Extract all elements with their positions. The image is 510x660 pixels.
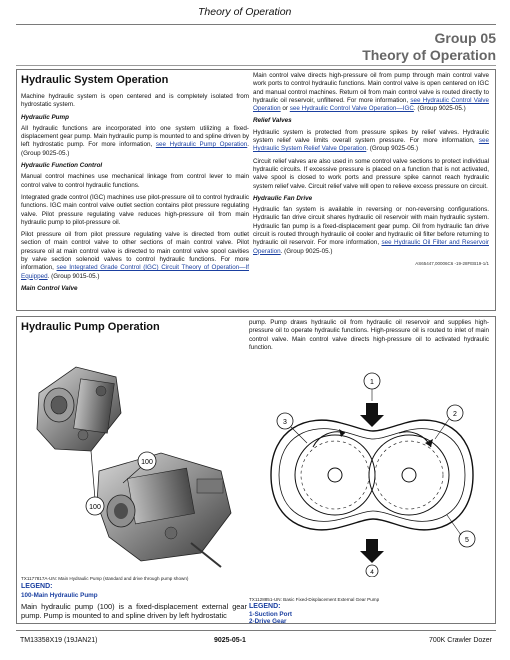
left-gear: [295, 435, 375, 515]
lower-pump-drawing: [97, 453, 231, 567]
upper-pump-drawing: [37, 367, 121, 451]
fan-paragraph: Hydraulic fan system is available in reversing or non-reversing configurations. Hydraulic fan drive circuit shares hydraulic oil reservoir with main hydraulic system. Hydraulic fan pump is a fixed-displacement gear pump. Oil from hydraulic fan drive circuit is routed through hydraulic oil cooler and hydraulic oil filter before returning to hydraulic oil reservoir. For more information, see Hydraulic Oil Filter and Reservoir Operation. (Group 9025-05.): [253, 206, 489, 255]
pump-top-paragraph: pump. Pump draws hydraulic oil from hydraulic oil reservoir and supplies high-pressure oil to operate hydraulic functions. High-pressure oil is routed to inlet of main control valve. Main control valve directs high-pressure oil to activated hydraulic function.: [249, 319, 489, 351]
callout-label: 4: [370, 569, 374, 576]
link-hydraulic-pump-operation[interactable]: see Hydraulic Pump Operation: [155, 141, 248, 149]
callout-label: 100: [141, 459, 153, 466]
subheading-main-control-valve: Main Control Valve: [21, 284, 78, 292]
footer-page-number: 9025-05-1: [214, 637, 246, 644]
group-number: Group 05: [434, 30, 496, 46]
footer-manual-id: TM13358X19 (19JAN21): [20, 637, 98, 644]
subheading-hydraulic-pump: Hydraulic Pump: [21, 113, 69, 121]
figure2-legend-title: LEGEND:: [249, 603, 281, 610]
group-heading: [362, 30, 496, 64]
function-paragraph-3: Pilot pressure oil from pilot pressure regulating valve is directed from outlet section of main control valve to other sections of main control valve. Pilot pressure oil at main control valve is directed to main control valve spool cavities by valve section solenoid valves to control hydraulic functions. For more information, see Integrated Grade Control (IGC) Circuit Theory of Operation—If Equipped. (Group 9015-05.): [21, 231, 250, 280]
figure2-caption: TX1128851-UN: Basic Fixed-Displacement External Gear Pump: [249, 597, 380, 602]
link-oil-filter-reservoir-operation[interactable]: see Hydraulic Oil Filter and Reservoir Operation: [253, 239, 489, 255]
relief-paragraph-1: Hydraulic system is protected from pressure spikes by relief valves. Hydraulic system relief valve limits overall system pressure. For more information, see Hydraulic System Relief Valve Operation. (Group 9025-05.): [253, 128, 490, 153]
link-hydraulic-control-valve-operation-igc[interactable]: see Hydraulic Control Valve Operation—IGC: [289, 105, 414, 113]
legend-item-suction-port: 1-Suction Port: [249, 611, 293, 618]
pump-paragraph: All hydraulic functions are incorporated into one system utilizing a fixed-displacement gear pump. Main hydraulic pump is mounted to and spline driven by left hydrostatic pump. For more information, see Hydraulic Pump Operation. (Group 9025-05.): [21, 124, 250, 157]
figure1-caption: TX1177817A-UN: Main Hydraulic Pump (standard and drive through pump shown): [21, 576, 189, 581]
footer-machine-model: 700K Crawler Dozer: [428, 637, 492, 644]
callout-1: [364, 373, 380, 401]
group-title: Theory of Operation: [362, 47, 496, 63]
mcv-paragraph: Main control valve directs high-pressure oil from pump through main control valve work ports to control hydraulic functions. Main control valve is open centered on IGC and manual control machines. Return oil from main control valve is routed directly to hydraulic oil reservoir, unfiltered. For more information, see Hydraulic Control Valve Operation or see Hydraulic Control Valve Operation—IGC. (Group 9025-05.): [253, 72, 490, 113]
callout-label: 2: [453, 411, 457, 418]
running-title: Theory of Operation: [198, 6, 292, 18]
subheading-relief-valves: Relief Valves: [253, 117, 292, 125]
legend-item-drive-gear: 2-Drive Gear: [249, 618, 287, 625]
section2-title-block: [21, 321, 241, 340]
link-hydraulic-control-valve-operation[interactable]: see Hydraulic Control Valve Operation: [253, 96, 490, 113]
intro-paragraph: Machine hydraulic system is open centered and is completely isolated from hydrostatic system.: [21, 93, 249, 109]
callout-label: 5: [465, 537, 469, 544]
link-igc-circuit-theory[interactable]: see Integrated Grade Control (IGC) Circuit Theory of Operation—If Equipped: [21, 264, 250, 280]
function-paragraph-1: Manual control machines use mechanical linkage from control lever to main control valve to control hydraulic functions.: [21, 173, 249, 189]
hydraulic-pump-operation-section: [16, 316, 496, 624]
function-paragraph-2: Integrated grade control (IGC) machines use pilot-pressure oil to control hydraulic functions. IGC main control valve outlet section contains pilot pressure regulating valve. Pilot pressure regulating valve reduces high-pressure oil from main hydraulic pump to pilot-pressure oil.: [21, 193, 249, 226]
header-rule: [16, 24, 496, 25]
external-gear-pump-diagram: [249, 367, 493, 577]
legend-item-main-hydraulic-pump: 100-Main Hydraulic Pump: [21, 592, 98, 599]
section2-top-paragraph-col: [249, 319, 489, 356]
main-hydraulic-pump-illustration: [21, 353, 246, 573]
section2-title: Hydraulic Pump Operation: [21, 321, 160, 333]
pump-bottom-paragraph: Main hydraulic pump (100) is a fixed-displacement external gear pump. Pump is mounted to and spline driven by left hydrostatic: [21, 602, 247, 621]
section1-left-column: [21, 74, 249, 296]
callout-5: [447, 515, 475, 547]
callout-label: 1: [370, 379, 374, 386]
flow-arrows: [313, 403, 433, 563]
section1-reference-id: AS65447,00006C6 -19-28FEB19-1/1: [415, 260, 489, 266]
group-rule: [16, 65, 496, 66]
hydraulic-system-operation-section: [16, 69, 496, 311]
callout-label: 3: [283, 419, 287, 426]
right-gear: [369, 435, 449, 515]
subheading-hydraulic-fan-drive: Hydraulic Fan Drive: [253, 194, 313, 202]
page-footer: [16, 630, 496, 650]
section1-title: Hydraulic System Operation: [21, 74, 169, 86]
callout-label: 100: [89, 504, 101, 511]
figure1-legend-title: LEGEND:: [21, 583, 53, 590]
relief-paragraph-2: Circuit relief valves are also used in some control valve sections to protect individual hydraulic circuits. If excessive pressure is placed on a function that is not activated, valve spool is closed to work ports and pressure spike cannot reach hydraulic system relief valve. Circuit relief valve will open to relieve excess pressure on circuit.: [253, 157, 489, 190]
link-system-relief-valve-operation[interactable]: see Hydraulic System Relief Valve Operation: [253, 137, 490, 153]
section1-right-column: [253, 72, 489, 268]
subheading-hydraulic-function-control: Hydraulic Function Control: [21, 162, 103, 170]
running-header: [0, 0, 510, 28]
callout-4: [366, 565, 378, 577]
